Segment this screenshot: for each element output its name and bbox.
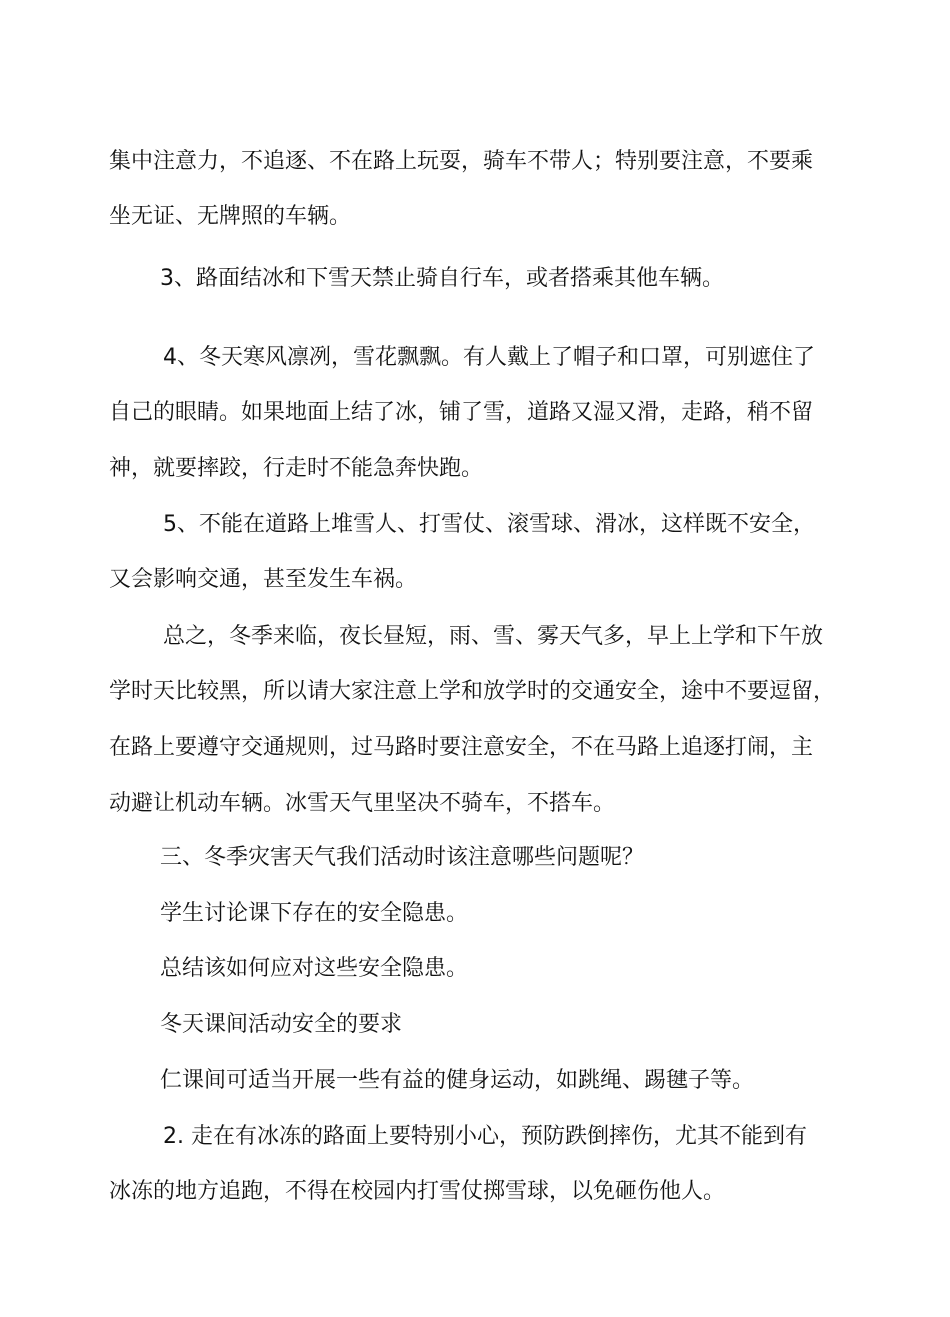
text-line: 在路上要遵守交通规则，过马路时要注意安全，不在马路上追逐打闹，主 bbox=[109, 735, 814, 760]
text-line: 学生讨论课下存在的安全隐患。 bbox=[160, 901, 469, 926]
text-line: 冰冻的地方追跑，不得在校园内打雪仗掷雪球，以免砸伤他人。 bbox=[109, 1179, 726, 1204]
text-line: 4、冬天寒风凛冽，雪花飘飘。有人戴上了帽子和口罩，可别遮住了 bbox=[163, 345, 815, 370]
text-line: 神，就要摔跤，行走时不能急奔快跑。 bbox=[109, 456, 484, 481]
text-line: 5、不能在道路上堆雪人、打雪仗、滚雪球、滑冰，这样既不安全， bbox=[163, 512, 815, 537]
text-line: 总结该如何应对这些安全隐患。 bbox=[160, 956, 469, 981]
text-line: 集中注意力，不追逐、不在路上玩耍，骑车不带人；特别要注意，不要乘 bbox=[109, 149, 814, 174]
text-line: 学时天比较黑，所以请大家注意上学和放学时的交通安全，途中不要逗留， bbox=[109, 679, 836, 704]
text-line: 3、路面结冰和下雪天禁止骑自行车，或者搭乘其他车辆。 bbox=[160, 266, 724, 291]
text-line: 仁课间可适当开展一些有益的健身运动，如跳绳、踢毽子等。 bbox=[160, 1068, 755, 1093]
text-line: 又会影响交通，甚至发生车祸。 bbox=[109, 567, 418, 592]
text-line: 2. 走在有冰冻的路面上要特别小心，预防跌倒摔伤，尤其不能到有 bbox=[163, 1124, 807, 1149]
subheading: 冬天课间活动安全的要求 bbox=[160, 1012, 403, 1037]
text-line: 总之，冬季来临，夜长昼短，雨、雪、雾天气多，早上上学和下午放 bbox=[163, 624, 824, 649]
text-line: 坐无证、无牌照的车辆。 bbox=[109, 204, 352, 229]
section-heading: 三、冬季灾害天气我们活动时该注意哪些问题呢？ bbox=[160, 845, 645, 870]
text-line: 自己的眼睛。如果地面上结了冰，铺了雪，道路又湿又滑，走路，稍不留 bbox=[109, 400, 814, 425]
text-line: 动避让机动车辆。冰雪天气里坚决不骑车，不搭车。 bbox=[109, 791, 616, 816]
